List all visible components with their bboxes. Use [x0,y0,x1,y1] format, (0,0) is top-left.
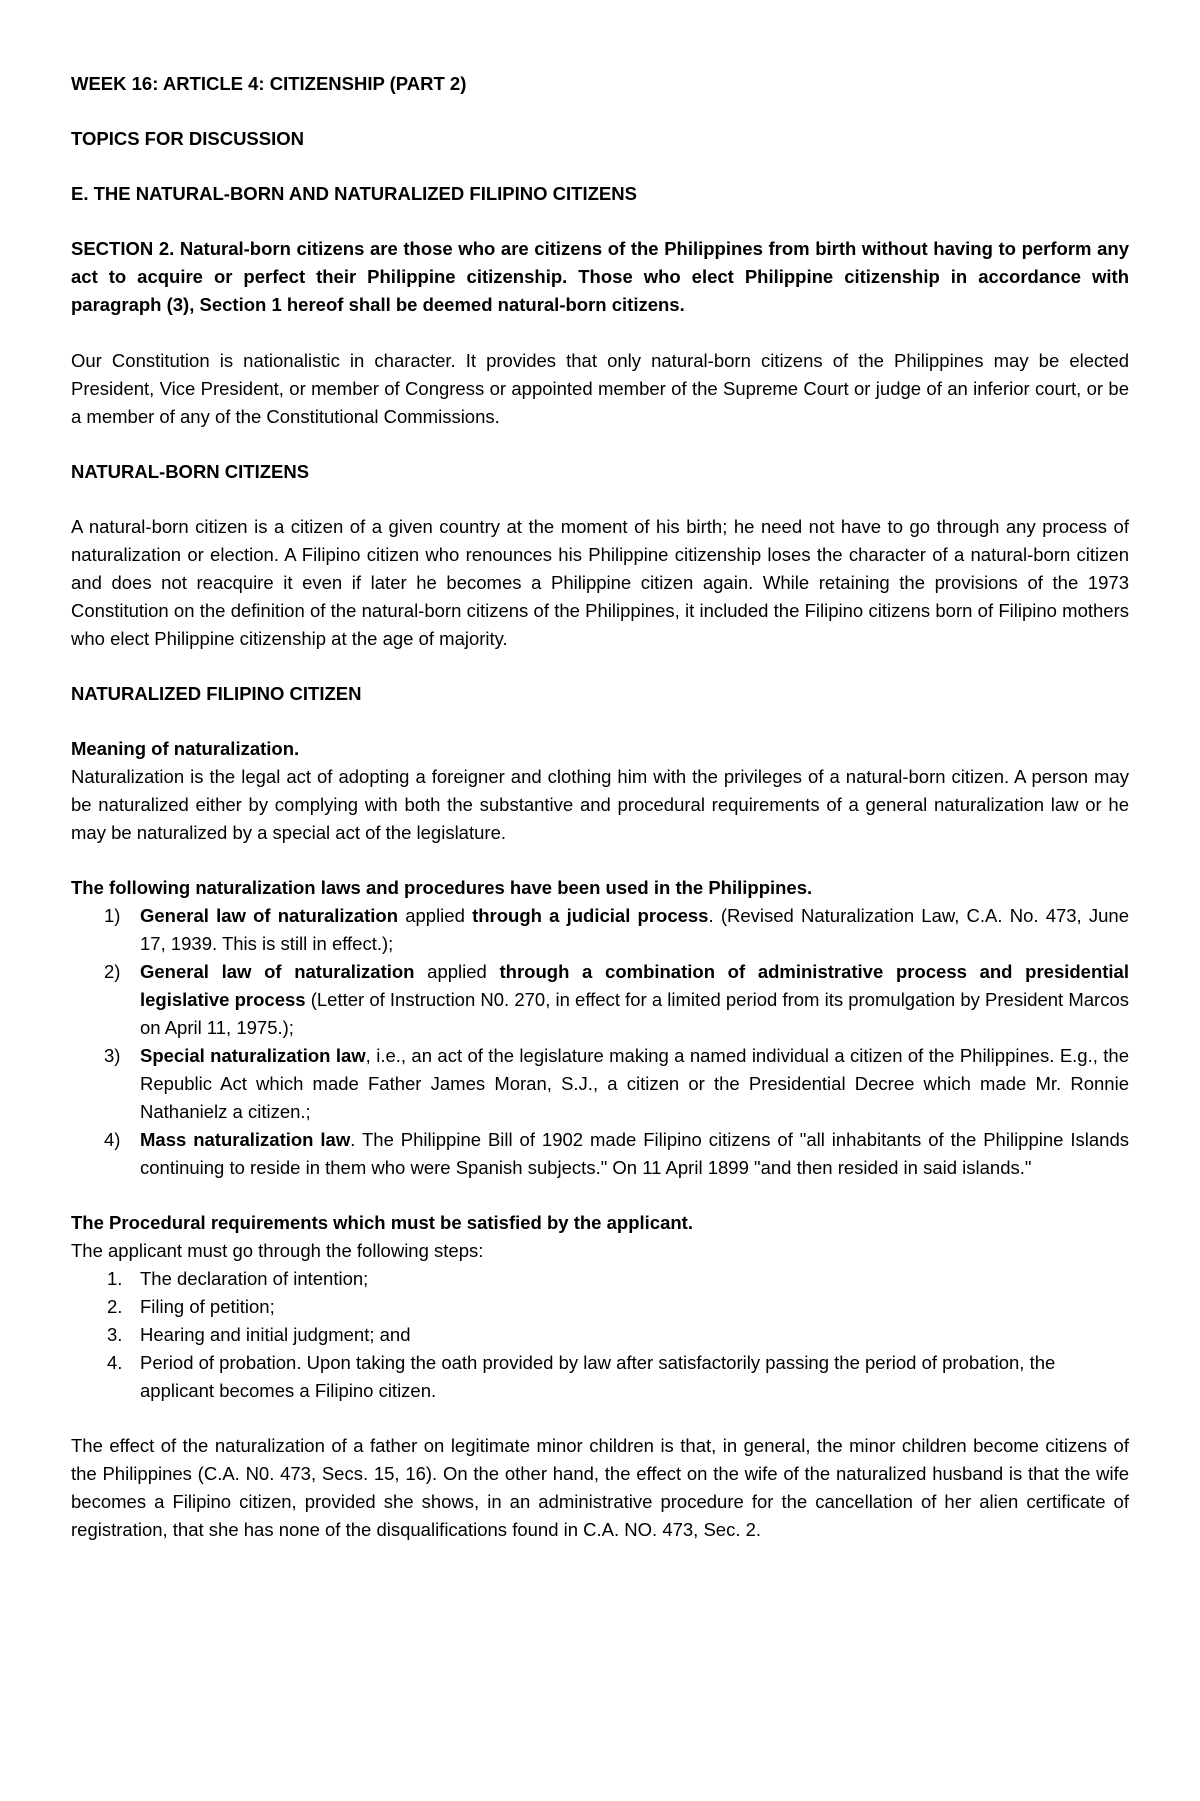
list-marker: 1) [104,905,121,926]
list-item [71,1321,1129,1349]
laws-heading: The following naturalization laws and procedures have been used in the Philippines. [71,877,813,898]
list-item [71,1042,1129,1126]
law-text: . The Philippine Bill of 1902 made Filipino citizens of "all inhabitants of the Philippine Islands continuing to reside in them who were Spanish subjects." On 11 April 1899 "and then resided in said islands." [140,1129,1129,1178]
list-marker: 2) [104,961,121,982]
law-process: through a judicial process [472,905,709,926]
meaning-heading: Meaning of naturalization. [71,738,300,759]
list-item [71,1349,1129,1405]
procedural-steps-list [71,1265,1129,1405]
naturalized-heading: NATURALIZED FILIPINO CITIZEN [71,683,362,704]
list-item [71,958,1129,1042]
section-2-text: SECTION 2. Natural-born citizens are those who are citizens of the Philippines from birth without having to perform any act to acquire or perfect their Philippine citizenship. Those who elect Philippine citizenship in accordance with paragraph (3), Section 1 hereof shall be deemed natural-born citizens. [71,238,1129,315]
list-marker: 4. [107,1352,123,1373]
natural-born-paragraph: A natural-born citizen is a citizen of a given country at the moment of his birth; he need not have to go through any process of naturalization or election. A Filipino citizen who renounces his Philippine citizenship loses the character of a natural-born citizen and does not reacquire it even if later he becomes a Philippine citizen again. While retaining the provisions of the 1973 Constitution on the definition of the natural-born citizens of the Philippines, it included the Filipino citizens born of Filipino mothers who elect Philippine citizenship at the age of majority. [71,516,1129,649]
list-marker: 2. [107,1296,123,1317]
page-title: WEEK 16: ARTICLE 4: CITIZENSHIP (PART 2) [71,73,467,94]
procedural-intro: The applicant must go through the following steps: [71,1240,484,1261]
law-text: applied [398,905,473,926]
step-text: Hearing and initial judgment; and [140,1324,411,1345]
law-name: General law of naturalization [140,905,399,926]
list-marker: 3. [107,1324,123,1345]
list-marker: 3) [104,1045,121,1066]
section-e-heading: E. THE NATURAL-BORN AND NATURALIZED FILIPINO CITIZENS [71,183,637,204]
law-process: through a combination of administrative process and presidential legislative process [140,961,1129,1010]
constitution-paragraph: Our Constitution is nationalistic in character. It provides that only natural-born citizens of the Philippines may be elected President, Vice President, or member of Congress or appointed member of the Supreme Court or judge of an inferior court, or be a member of any of the Constitutional Commissions. [71,350,1129,427]
step-text: The declaration of intention; [140,1268,369,1289]
procedural-heading: The Procedural requirements which must be satisfied by the applicant. [71,1212,693,1233]
topics-heading: TOPICS FOR DISCUSSION [71,128,304,149]
step-text: Filing of petition; [140,1296,275,1317]
law-text: , i.e., an act of the legislature making a named individual a citizen of the Philippines. E.g., the Republic Act which made Father James Moran, S.J., a citizen or the Presidential Decree which made Mr. Ronnie Nathanielz a citizen.; [140,1045,1129,1122]
step-text: Period of probation. Upon taking the oath provided by law after satisfactorily passing the period of probation, the applicant becomes a Filipino citizen. [140,1352,1056,1401]
meaning-paragraph: Naturalization is the legal act of adopting a foreigner and clothing him with the privileges of a natural-born citizen. A person may be naturalized either by complying with both the substantive and procedural requirements of a general naturalization law or he may be naturalized by a special act of the legislature. [71,766,1129,843]
law-name: Mass naturalization law [140,1129,351,1150]
list-item [71,1126,1129,1182]
list-item [71,1293,1129,1321]
effect-paragraph: The effect of the naturalization of a father on legitimate minor children is that, in general, the minor children become citizens of the Philippines (C.A. N0. 473, Secs. 15, 16). On the other hand, the effect on the wife of the naturalized husband is that the wife becomes a Filipino citizen, provided she shows, in an administrative procedure for the cancellation of her alien certificate of registration, that she has none of the disqualifications found in C.A. NO. 473, Sec. 2. [71,1435,1129,1540]
law-name: Special naturalization law [140,1045,366,1066]
list-item [71,1265,1129,1293]
law-text: (Letter of Instruction N0. 270, in effect for a limited period from its promulgation by President Marcos on April 11, 1975.); [140,989,1129,1038]
document-page [71,70,1129,1544]
list-marker: 1. [107,1268,123,1289]
law-text: applied [414,961,500,982]
laws-list [71,902,1129,1182]
natural-born-heading: NATURAL-BORN CITIZENS [71,461,310,482]
law-text: . (Revised Naturalization Law, C.A. No. 473, June 17, 1939. This is still in effect.); [140,905,1130,954]
list-item [71,902,1129,958]
list-marker: 4) [104,1129,121,1150]
law-name: General law of naturalization [140,961,415,982]
